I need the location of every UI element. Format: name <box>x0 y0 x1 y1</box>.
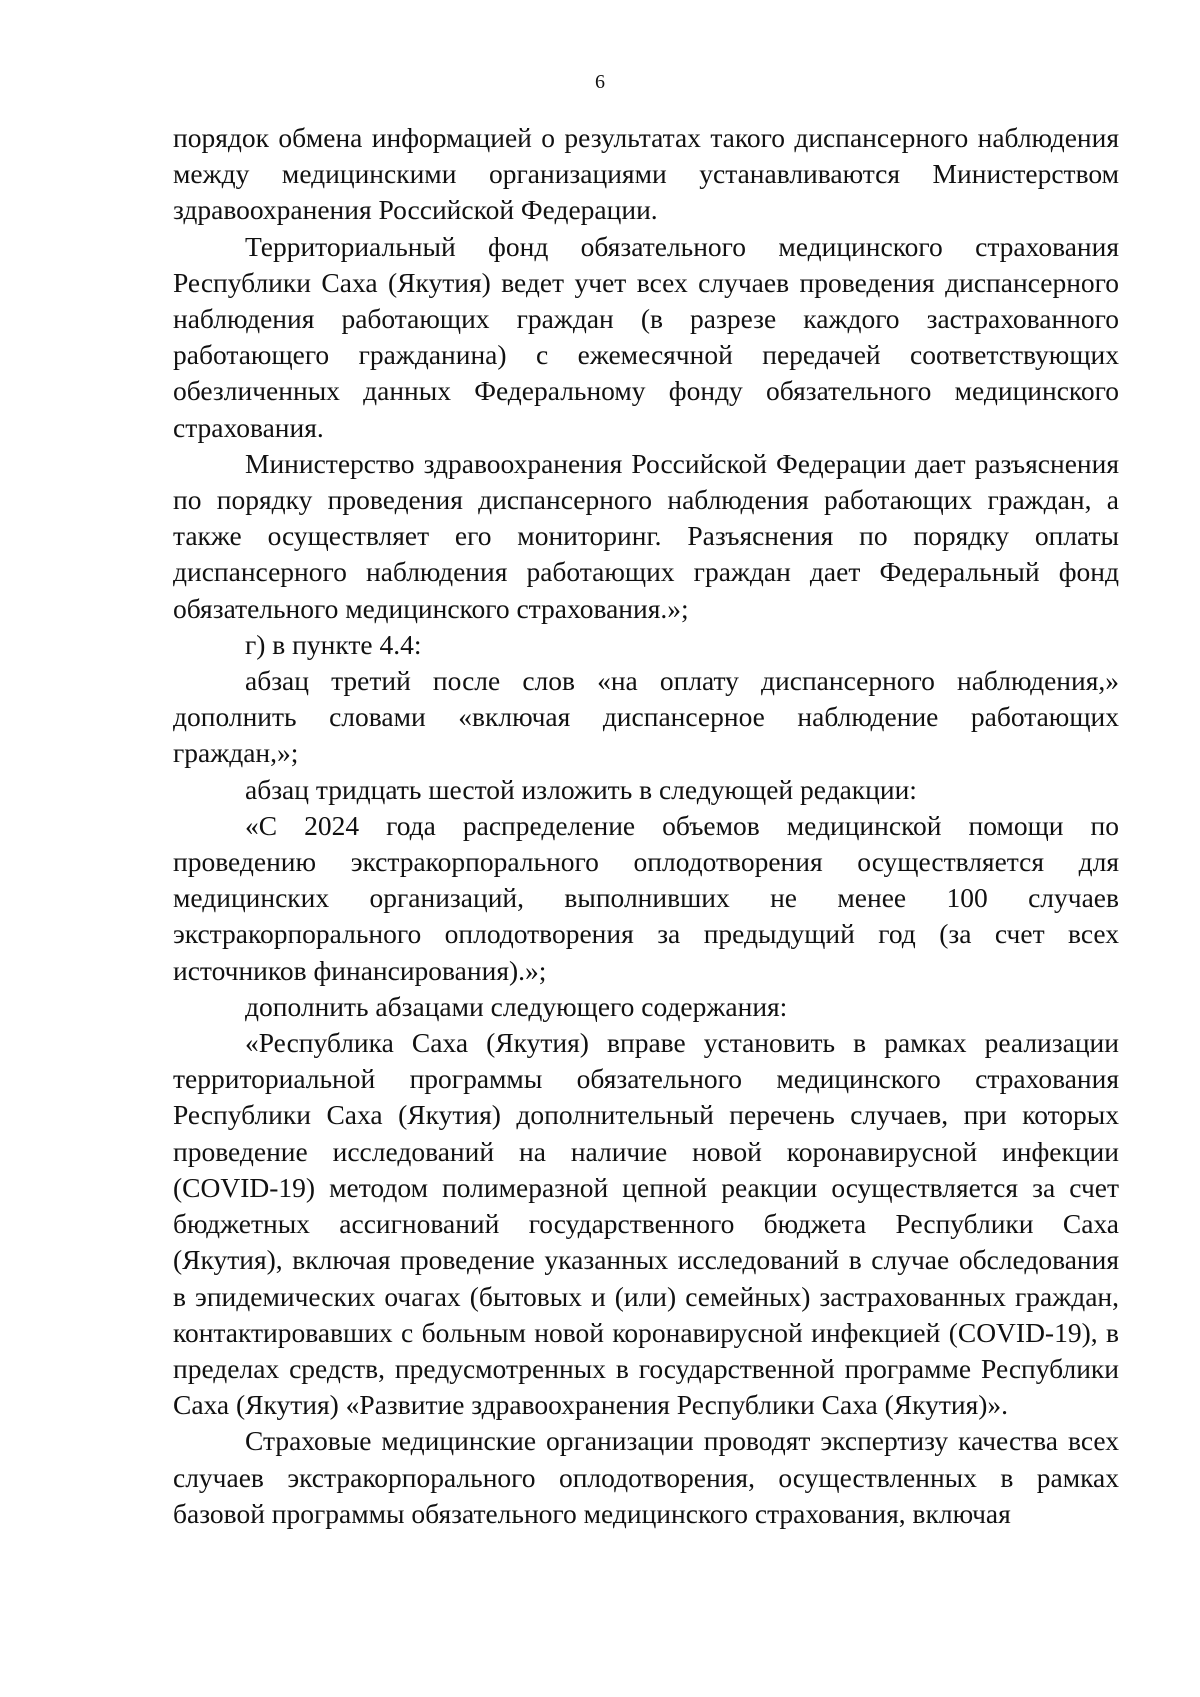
paragraph-info-exchange-procedure: порядок обмена информацией о результатах такого диспансерного наблюдения между медицинскими организациями устанавливаются Министерством здравоохранения Российской Федерации. <box>173 122 1119 226</box>
paragraph-third-abzac-amendment: абзац третий после слов «на оплату диспансерного наблюдения,» дополнить словами «включая диспансерное наблюдение работающих граждан,»; <box>173 665 1119 769</box>
document-body <box>173 120 1119 1532</box>
paragraph-clause-4-4: г) в пункте 4.4: <box>245 628 422 660</box>
paragraph-ministry-clarifications: Министерство здравоохранения Российской Федерации дает разъяснения по порядку проведения диспансерного наблюдения работающих граждан, а также осуществляет его мониторинг. Разъяснения по порядку оплаты диспансерного наблюдения работающих граждан дает Федеральный фонд обязательного медицинского страхования.»; <box>173 447 1119 624</box>
paragraph-add-abzacs: дополнить абзацами следующего содержания: <box>245 990 788 1022</box>
page-number: 6 <box>595 71 605 93</box>
paragraph-covid-testing: «Республика Саха (Якутия) вправе установить в рамках реализации территориальной программы обязательного медицинского страхования Республики Саха (Якутия) дополнительный перечень случаев, при которых проведение исследований на наличие новой коронавирусной инфекции (COVID-19) методом полимеразной цепной реакции осуществляется за счет бюджетных ассигнований государственного бюджета Республики Саха (Якутия), включая проведение указанных исследований в случае обследования в эпидемических очагах (бытовых и (или) семейных) застрахованных граждан, контактировавших с больным новой коронавирусной инфекцией (COVID-19), в пределах средств, предусмотренных в государственной программе Республики Саха (Якутия) «Развитие здравоохранения Республики Саха (Якутия)». <box>173 1027 1119 1421</box>
paragraph-territorial-fund-accounting: Территориальный фонд обязательного медицинского страхования Республики Саха (Якутия) ведет учет всех случаев проведения диспансерного наблюдения работающих граждан (в разрезе каждого застрахованного работающего гражданина) с ежемесячной передачей соответствующих обезличенных данных Федеральному фонду обязательного медицинского страхования. <box>173 230 1119 443</box>
paragraph-ivf-distribution: «С 2024 года распределение объемов медицинской помощи по проведению экстракорпорального оплодотворения осуществляется для медицинских организаций, выполнивших не менее 100 случаев экстракорпорального оплодотворения за предыдущий год (за счет всех источников финансирования).»; <box>173 809 1119 986</box>
paragraph-thirty-sixth-abzac: абзац тридцать шестой изложить в следующей редакции: <box>245 773 917 805</box>
paragraph-insurance-expertise: Страховые медицинские организации проводят экспертизу качества всех случаев экстракорпорального оплодотворения, осуществленных в рамках базовой программы обязательного медицинского страхования, включая <box>173 1425 1119 1529</box>
